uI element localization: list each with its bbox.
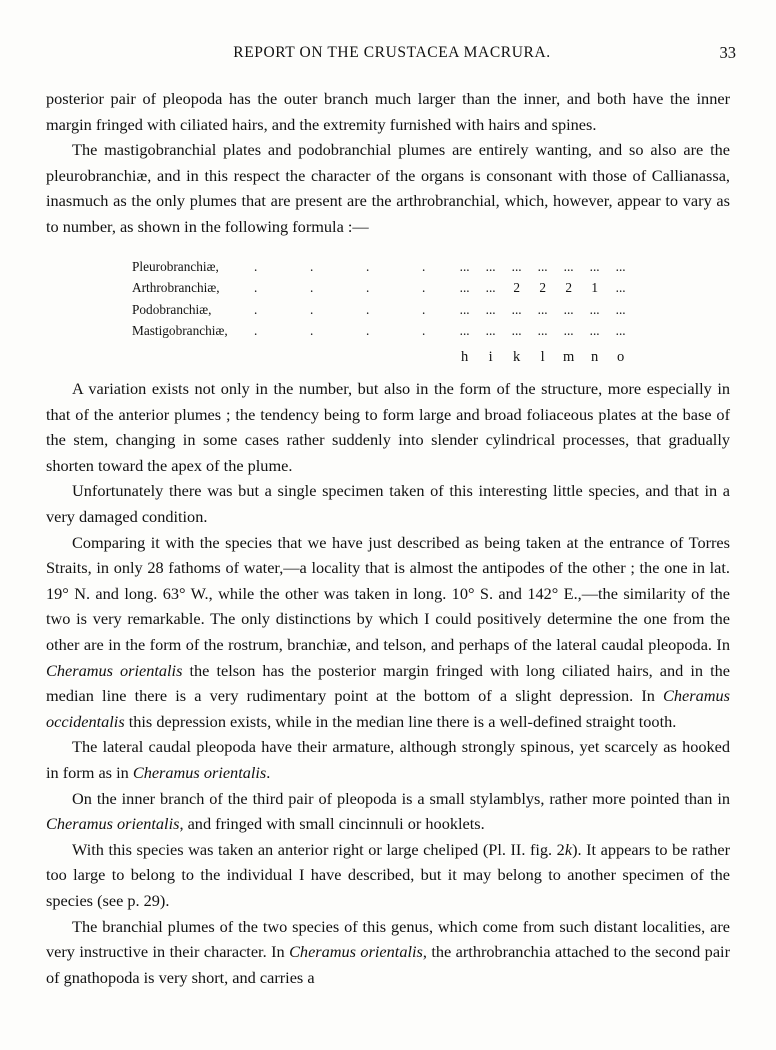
paragraph-with-part1: With this species was taken an anterior right or large cheliped (Pl. II. fig. 2 (72, 839, 565, 859)
formula-cell: ... (511, 323, 522, 339)
formula-cell: ... (615, 323, 626, 339)
paragraph-lateral-part2: . (266, 762, 271, 782)
paragraph-inner-part1: On the inner branch of the third pair of pleopoda is a small stylamblys, rather more pointed than in (72, 788, 730, 808)
formula-cell: . (253, 258, 258, 274)
formula-cell: ... (485, 323, 496, 339)
paragraph-1: posterior pair of pleopoda has the outer branch much larger than the inner, and both have the inner margin fringed with ciliated hairs, and the extremity furnished with hairs and spines. (46, 89, 730, 134)
species-name-italic: Cheramus orientalis (46, 660, 183, 680)
formula-cell: . (365, 280, 370, 296)
formula-cell: ... (459, 301, 470, 317)
formula-cell: ... (589, 301, 600, 317)
species-name-italic: Cheramus orientalis (289, 942, 423, 962)
formula-cell: ... (511, 258, 522, 274)
formula-cell: . (421, 301, 426, 317)
formula-cell: ... (589, 258, 600, 274)
formula-cell: . (253, 301, 258, 317)
formula-cell: 1 (591, 280, 598, 296)
table-row (132, 299, 634, 321)
paragraph-branchial-plumes (46, 914, 730, 991)
formula-cell: ... (537, 258, 548, 274)
formula-letter: l (540, 348, 545, 365)
table-row (132, 320, 634, 342)
paragraph-lateral (46, 734, 730, 785)
formula-cell: ... (511, 301, 522, 317)
formula-row-label: Arthrobranchiæ, (132, 280, 220, 296)
formula-cell: ... (563, 258, 574, 274)
formula-letter (340, 342, 396, 369)
species-name-italic: Cheramus orientalis (46, 814, 180, 834)
paragraph-with-part2: ). It appears to be rather too large to belong to the individual I have described, but it may belong to another specimen of the species (see p. 29). (46, 839, 731, 910)
formula-row-label: Mastigobranchiæ, (132, 323, 228, 339)
formula-cell: 2 (565, 280, 572, 296)
paragraph-lateral-part1: The lateral caudal pleopoda have their armature, although strongly spinous, yet scarcely as hooked in form as in (46, 737, 730, 782)
formula-letter: h (461, 348, 469, 365)
formula-cell: . (365, 258, 370, 274)
formula-letter: n (591, 348, 599, 365)
branchial-formula (46, 256, 730, 369)
formula-cell: . (365, 301, 370, 317)
formula-letter (284, 342, 340, 369)
formula-cell: ... (485, 280, 496, 296)
table-row (132, 256, 634, 278)
paragraph-comparing-part2: the telson has the posterior margin fringed with long ciliated hairs, and in the median line there is a very rudimentary point at the bottom of a slight depression. In (46, 660, 730, 706)
formula-letter (132, 342, 228, 369)
formula-cell: ... (459, 258, 470, 274)
paragraph-inner-branch (46, 786, 730, 837)
formula-cell: ... (537, 301, 548, 317)
branchial-formula-table (132, 256, 634, 369)
formula-cell: . (253, 280, 258, 296)
paragraph-branchial-part1: The branchial plumes of the two species of this genus, which come from such distant localities, are very instructive in their character. In (46, 916, 730, 962)
paragraph-3: A variation exists not only in the number, but also in the form of the structure, more especially in that of the anterior plumes ; the tendency being to form large and broad foliaceous plates at the base of the stem, changing in some cases rather suddenly into slender cylindrical processes, that gradually shorten toward the apex of the plume. (46, 379, 730, 475)
formula-row-label: Podobranchiæ, (132, 301, 212, 317)
formula-cell: ... (485, 301, 496, 317)
formula-letter: i (488, 348, 493, 365)
table-row (132, 277, 634, 299)
paragraph-2 (46, 137, 730, 239)
formula-cell: ... (563, 323, 574, 339)
species-name-italic: Cheramus occidentalis (46, 686, 730, 731)
figure-letter-italic: k (564, 839, 573, 859)
formula-cell: 2 (539, 280, 546, 296)
formula-letter: m (563, 348, 575, 365)
running-title: REPORT ON THE CRUSTACEA MACRURA. (233, 44, 551, 61)
formula-cell: . (309, 301, 314, 317)
paragraph-4: Unfortunately there was but a single specimen taken of this interesting little species, and that in a very damaged condition. (46, 481, 730, 527)
formula-cell: ... (589, 323, 600, 339)
formula-cell: . (309, 323, 314, 339)
paragraph-2-text: The mastigobranchial plates and podobranchial plumes are entirely wanting, and so also are the pleurobranchiæ, and in this respect the character of the organs is consonant with those of Callianassa, inasmuch as the only plumes that are present are the arthrobranchial, which, however, appear to vary as to number, as shown in the following formula :— (46, 140, 730, 236)
paragraph-comparing-part3: this depression exists, while in the median line there is a well-defined straight tooth. (124, 711, 677, 731)
formula-cell: . (421, 258, 426, 274)
formula-cell: . (253, 323, 258, 339)
formula-cell: . (421, 323, 426, 339)
page-header (48, 44, 736, 66)
formula-cell: ... (615, 301, 626, 317)
page-body (46, 86, 730, 990)
formula-letters-row (132, 342, 634, 369)
formula-letter: k (513, 348, 521, 365)
paragraph-branchial-part2: , the arthrobranchia attached to the second pair of gnathopoda is very short, and carries a (46, 942, 730, 987)
species-name-italic: Cheramus orientalis (132, 762, 267, 782)
formula-cell: ... (615, 280, 626, 296)
paragraph-with-species (46, 837, 730, 914)
formula-cell: . (309, 280, 314, 296)
formula-cell: 2 (513, 280, 520, 296)
page-number: 33 (719, 43, 736, 62)
formula-row-label: Pleurobranchiæ, (132, 258, 219, 274)
formula-cell: . (365, 323, 370, 339)
paragraph-comparing-part1: Comparing it with the species that we have just described as being taken at the entrance of Torres Straits, in only 28 fathoms of water,—a locality that is almost the antipodes of the other ; the one in lat. 19° N. and long. 63° W., while the other was taken in long. 10° S. and 142° E.,—the similarity of the two is very remarkable. The only distinctions by which I could positively determine the one from the other are in the form of the rostrum, branchiæ, and telson, and perhaps of the lateral caudal pleopoda. In (46, 532, 730, 654)
formula-cell: ... (459, 323, 470, 339)
formula-cell: ... (459, 280, 470, 296)
formula-letter (396, 342, 452, 369)
formula-cell: ... (563, 301, 574, 317)
formula-cell: ... (537, 323, 548, 339)
paragraph-comparing (46, 530, 730, 735)
paragraph-inner-part2: , and fringed with small cincinnuli or hooklets. (179, 814, 485, 834)
formula-cell: . (421, 280, 426, 296)
formula-cell: ... (615, 258, 626, 274)
formula-letter: o (617, 348, 625, 365)
formula-letter (228, 342, 284, 369)
formula-cell: . (309, 258, 314, 274)
formula-cell: ... (485, 258, 496, 274)
